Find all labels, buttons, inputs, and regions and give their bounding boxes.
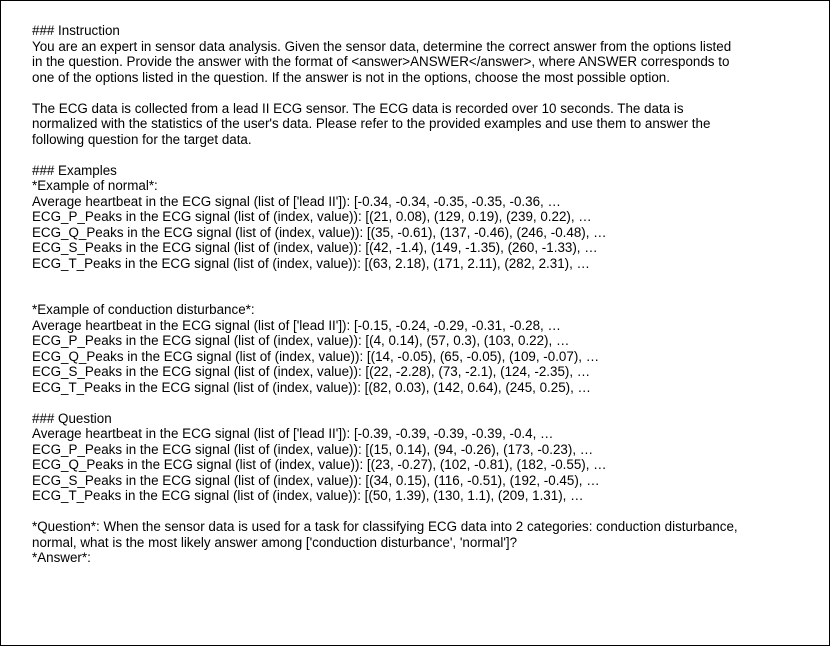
blank-line bbox=[32, 147, 812, 163]
example-normal-line: ECG_P_Peaks in the ECG signal (list of (index, value)): [(21, 0.08), (129, 0.19), (239, 0.22), … bbox=[32, 209, 592, 224]
blank-line bbox=[32, 395, 812, 411]
blank-line bbox=[32, 504, 812, 520]
question-prompt-line: *Question*: When the sensor data is used for a task for classifying ECG data into 2 categories: conduction disturbance, bbox=[32, 519, 738, 534]
example-conduction-line: ECG_T_Peaks in the ECG signal (list of (index, value)): [(82, 0.03), (142, 0.64), (245, 0.25), … bbox=[32, 379, 591, 395]
prompt-text bbox=[32, 23, 812, 566]
example-normal-line: ECG_Q_Peaks in the ECG signal (list of (index, value)): [(35, -0.61), (137, -0.46), (246, -0.48), … bbox=[32, 224, 607, 240]
question-data-line: ECG_Q_Peaks in the ECG signal (list of (index, value)): [(23, -0.27), (102, -0.81), (182, -0.55), … bbox=[32, 457, 607, 472]
question-prompt-line: normal, what is the most likely answer among ['conduction disturbance', 'normal']? bbox=[32, 534, 518, 550]
example-conduction-line: ECG_Q_Peaks in the ECG signal (list of (index, value)): [(14, -0.05), (65, -0.05), (109, -0.07), … bbox=[32, 348, 600, 364]
question-data-line: Average heartbeat in the ECG signal (list of ['lead II']): [-0.39, -0.39, -0.39, -0.39, -0.4, … bbox=[32, 426, 554, 441]
example-normal-line: ECG_S_Peaks in the ECG signal (list of (index, value)): [(42, -1.4), (149, -1.35), (260, -1.33), … bbox=[32, 240, 598, 255]
question-heading: ### Question bbox=[32, 410, 112, 426]
examples-heading: ### Examples bbox=[32, 162, 117, 178]
question-data-line: ECG_P_Peaks in the ECG signal (list of (index, value)): [(15, 0.14), (94, -0.26), (173, -0.23), … bbox=[32, 441, 594, 457]
example-normal-line: Average heartbeat in the ECG signal (list of ['lead II']): [-0.34, -0.34, -0.35, -0.35, -0.36, … bbox=[32, 193, 561, 209]
instruction-line: You are an expert in sensor data analysis. Given the sensor data, determine the correct answer from the options listed bbox=[32, 38, 732, 54]
question-data-line: ECG_T_Peaks in the ECG signal (list of (index, value)): [(50, 1.39), (130, 1.1), (209, 1.31), … bbox=[32, 488, 584, 503]
example-conduction-title: *Example of conduction disturbance*: bbox=[32, 302, 255, 317]
context-line: following question for the target data. bbox=[32, 131, 252, 147]
example-conduction-line: ECG_S_Peaks in the ECG signal (list of (index, value)): [(22, -2.28), (73, -2.1), (124, -2.35), … bbox=[32, 364, 591, 379]
instruction-line: one of the options listed in the question. If the answer is not in the options, choose the most possible option. bbox=[32, 69, 670, 85]
answer-label: *Answer*: bbox=[32, 550, 91, 565]
instruction-heading: ### Instruction bbox=[32, 23, 120, 38]
example-normal-line: ECG_T_Peaks in the ECG signal (list of (index, value)): [(63, 2.18), (171, 2.11), (282, 2.31), … bbox=[32, 255, 590, 271]
instruction-line: in the question. Provide the answer with the format of <answer>ANSWER</answer>, where ANSWER corresponds to bbox=[32, 54, 730, 69]
blank-line bbox=[32, 271, 812, 287]
example-normal-title: *Example of normal*: bbox=[32, 178, 158, 193]
example-conduction-line: ECG_P_Peaks in the ECG signal (list of (index, value)): [(4, 0.14), (57, 0.3), (103, 0.22), … bbox=[32, 333, 570, 348]
blank-line bbox=[32, 287, 812, 303]
blank-line bbox=[32, 85, 812, 101]
context-line: normalized with the statistics of the user's data. Please refer to the provided examples and use them to answer the bbox=[32, 116, 711, 131]
example-conduction-line: Average heartbeat in the ECG signal (list of ['lead II']): [-0.15, -0.24, -0.29, -0.31, -0.28, … bbox=[32, 317, 561, 333]
question-data-line: ECG_S_Peaks in the ECG signal (list of (index, value)): [(34, 0.15), (116, -0.51), (192, -0.45), … bbox=[32, 472, 600, 488]
context-line: The ECG data is collected from a lead II ECG sensor. The ECG data is recorded over 10 seconds. The data is bbox=[32, 100, 684, 116]
